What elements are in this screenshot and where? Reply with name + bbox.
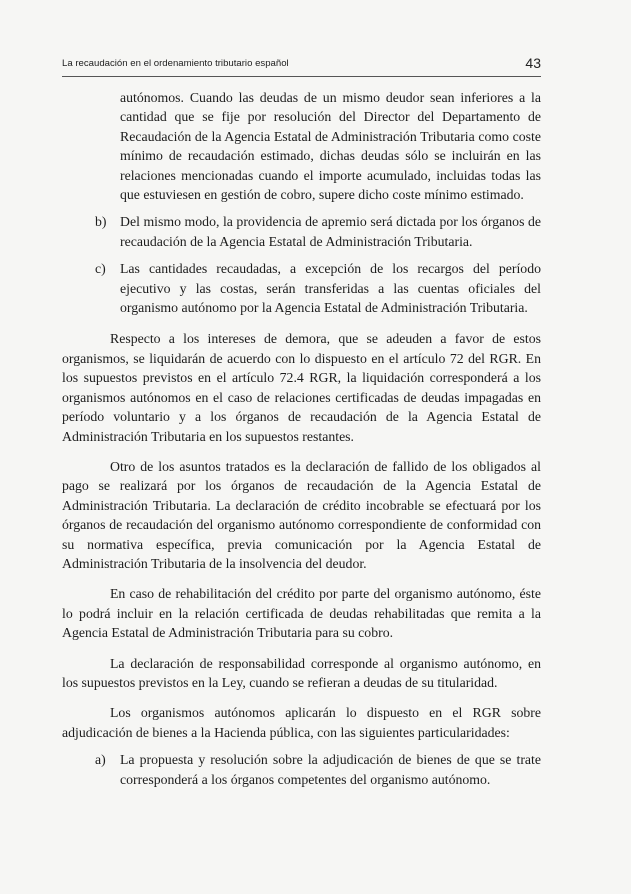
paragraph-interest: Respecto a los intereses de demora, que se adeuden a favor de estos organismos, se liquidarán de acuerdo con lo dispuesto en el artículo 72 del RGR. En los supuestos previstos en el artículo 72.4 RGR, la liquidación corresponderá a los organismos autónomos en el caso de relaciones certificadas de deudas impagadas en período voluntario y a los órganos de recaudación de la Agencia Estatal de Administración Tributaria en los supuestos restantes.	[62, 331, 541, 444]
running-title: La recaudación en el ordenamiento tributario español	[62, 58, 289, 69]
list-item-text: Del mismo modo, la providencia de apremio será dictada por los órganos de recaudación de la Agencia Estatal de Administración Tributaria.	[120, 214, 541, 249]
list-marker: a)	[95, 752, 106, 768]
header-rule	[62, 76, 541, 77]
running-header	[62, 55, 541, 71]
paragraph-rehabilitation: En caso de rehabilitación del crédito por parte del organismo autónomo, éste lo podrá incluir en la relación certificada de deudas rehabilitadas que remita a la Agencia Estatal de Administración Tributaria para su cobro.	[62, 586, 541, 641]
list-marker: b)	[95, 214, 107, 230]
body-text	[62, 88, 541, 789]
list-marker: c)	[95, 261, 106, 277]
paragraph-adjudication: Los organismos autónomos aplicarán lo dispuesto en el RGR sobre adjudicación de bienes a la Hacienda pública, con las siguientes particularidades:	[62, 705, 541, 740]
page-number: 43	[525, 55, 541, 71]
continuation-paragraph: autónomos. Cuando las deudas de un mismo deudor sean inferiores a la cantidad que se fije por resolución del Director del Departamento de Recaudación de la Agencia Estatal de Administración Tributaria como coste mínimo de recaudación estimado, dichas deudas sólo se incluirán en las relaciones mencionadas cuando el importe acumulado, incluidas todas las que estuviesen en gestión de cobro, supere dicho coste mínimo estimado.	[120, 90, 541, 203]
list-item-text: La propuesta y resolución sobre la adjudicación de bienes de que se trate corresponderá a los órganos competentes del organismo autónomo.	[120, 752, 541, 787]
paragraph-responsibility: La declaración de responsabilidad corresponde al organismo autónomo, en los supuestos previstos en la Ley, cuando se refieran a deudas de su titularidad.	[62, 655, 541, 690]
list-item-text: Las cantidades recaudadas, a excepción de los recargos del período ejecutivo y las costas, serán transferidas a las cuentas oficiales del organismo autónomo por la Agencia Estatal de Administración Tributaria.	[120, 261, 541, 316]
list-item-c	[62, 259, 541, 317]
list-item-a	[62, 750, 541, 789]
list-item-b	[62, 212, 541, 251]
paragraph-fallido: Otro de los asuntos tratados es la declaración de fallido de los obligados al pago se realizará por los órganos de recaudación de la Agencia Estatal de Administración Tributaria. La declaración de crédito incobrable se efectuará por los órganos de recaudación del organismo autónomo correspondiente de conformidad con su normativa específica, previa comunicación por la Agencia Estatal de Administración Tributaria de la insolvencia del deudor.	[62, 458, 541, 571]
